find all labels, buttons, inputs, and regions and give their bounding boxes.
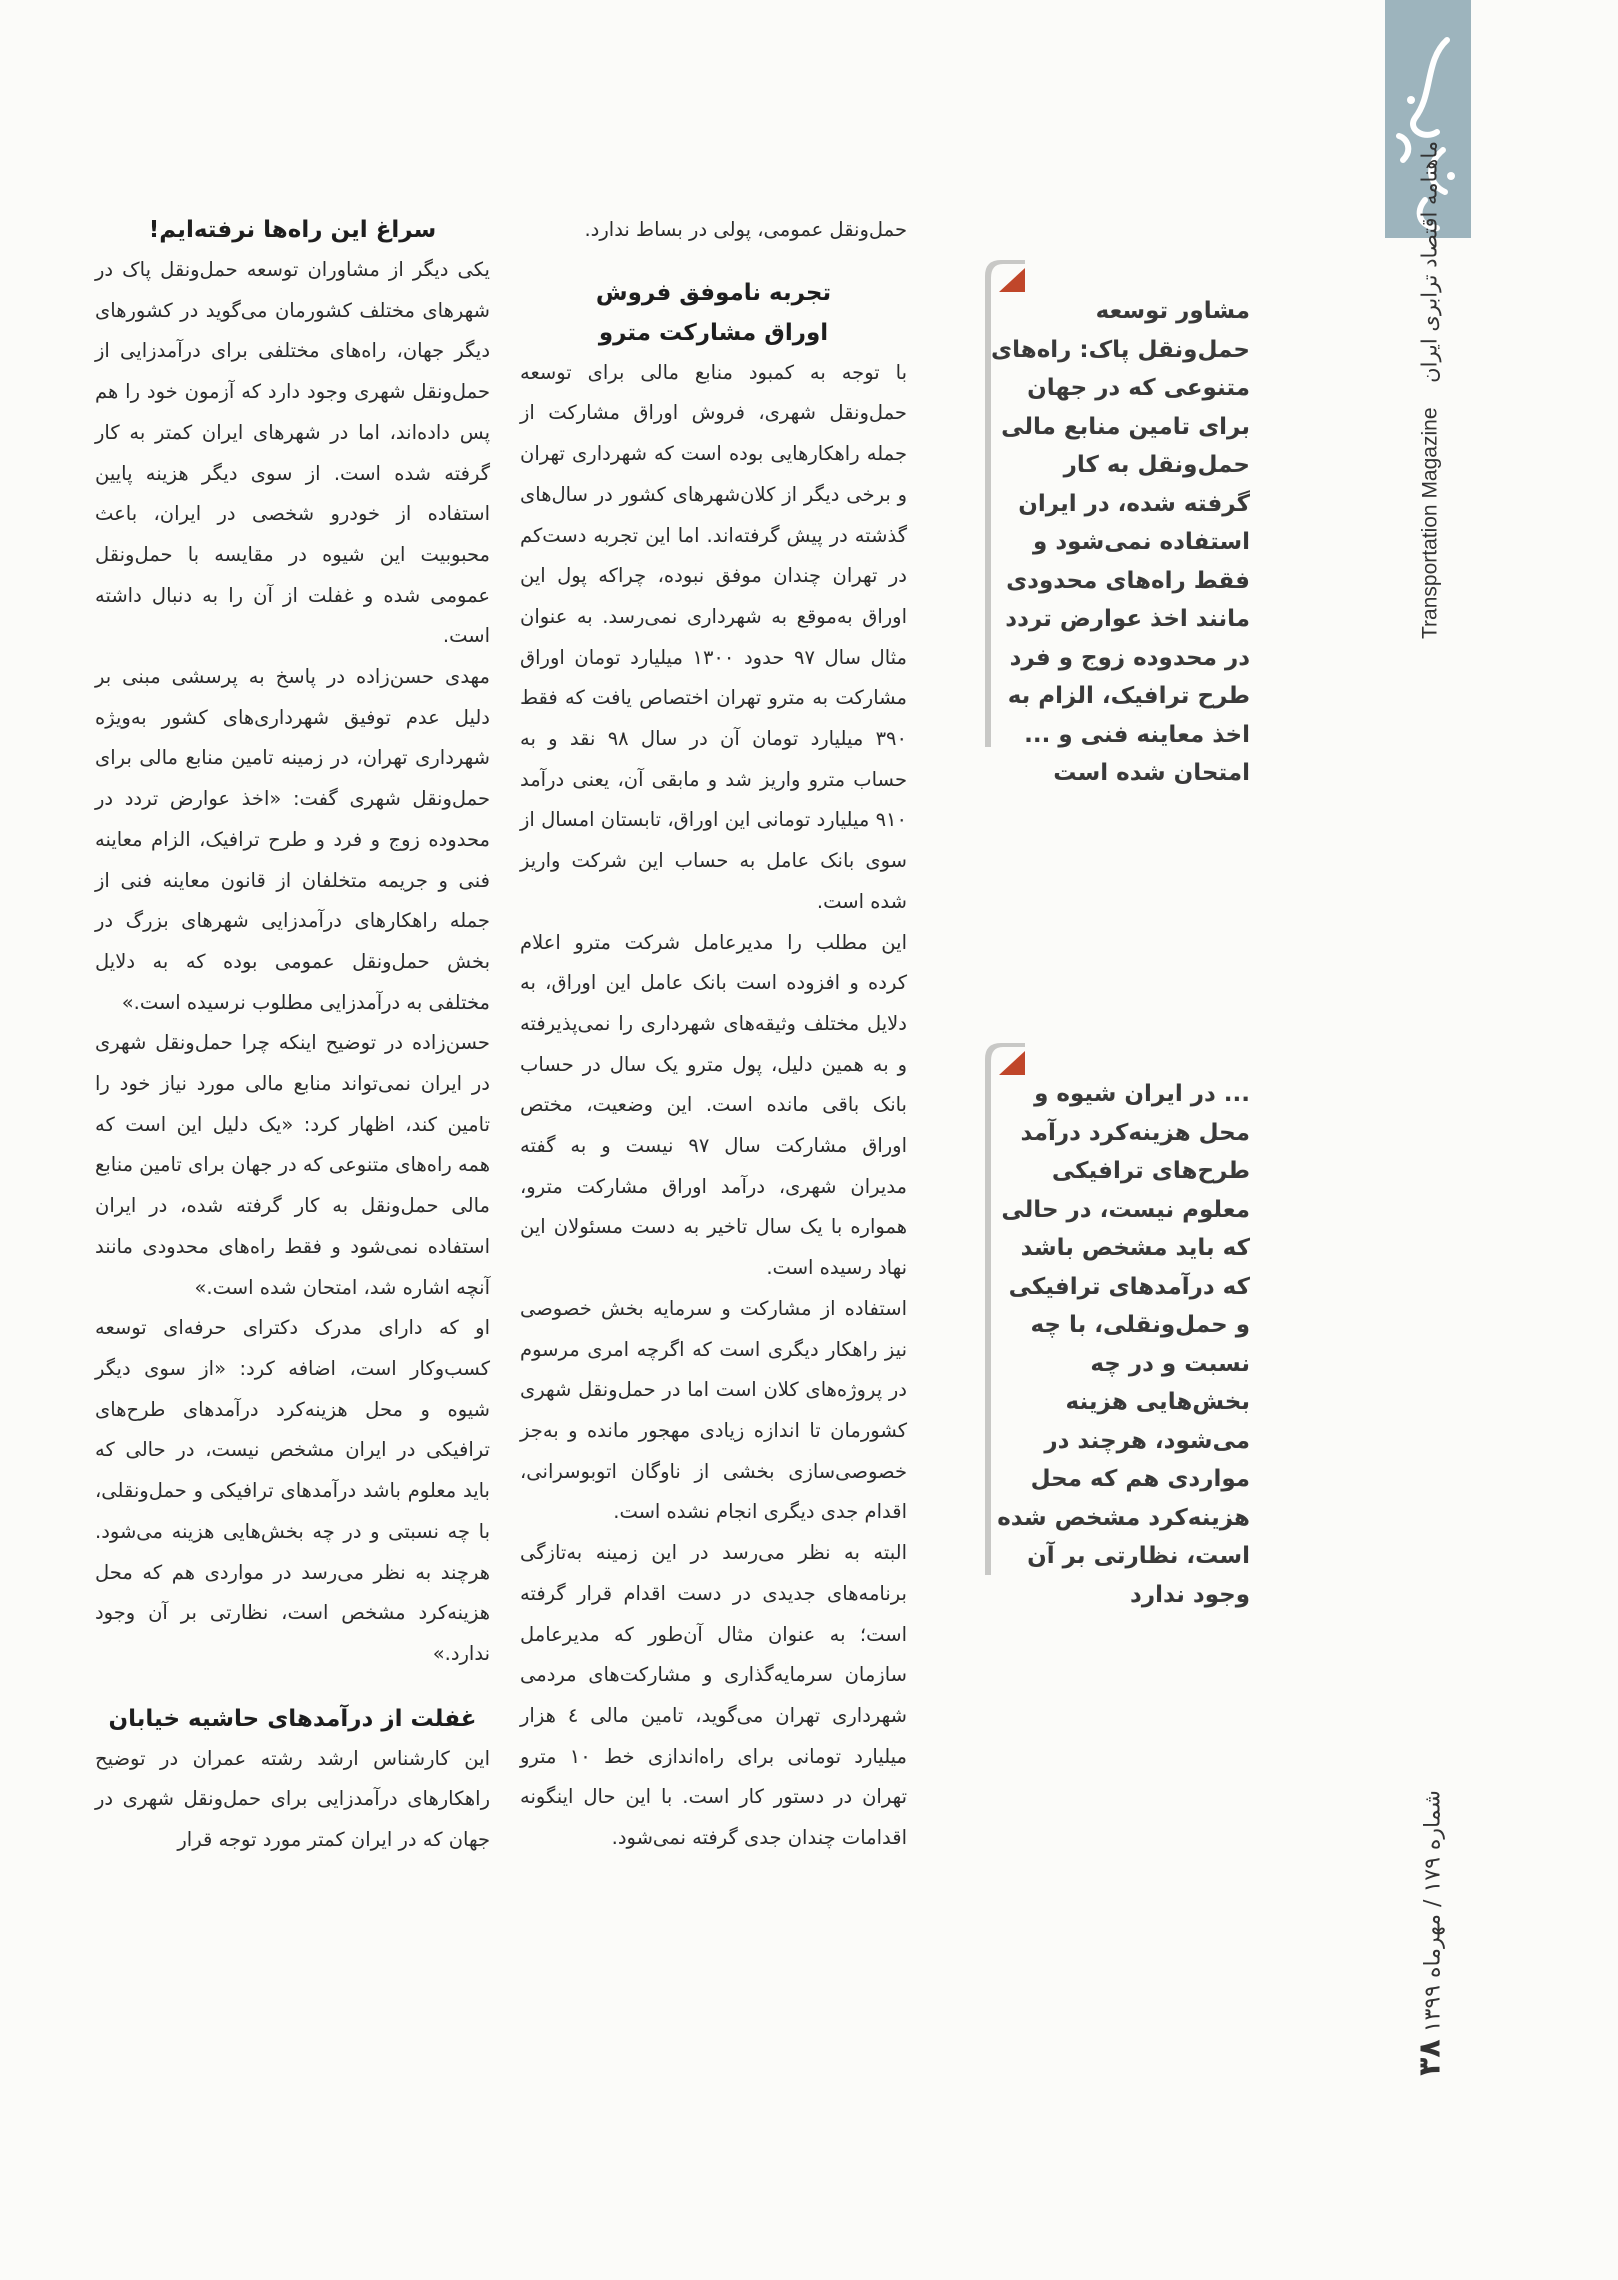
paragraph: یکی دیگر از مشاوران توسعه حمل‌ونقل پاک در شهرهای مختلف کشورمان می‌گوید در کشورهای دیگر جهان، راه‌های مختلفی برای درآمدزایی از حمل‌ونقل شهری وجود دارد که آزمون خود را هم پس داده‌اند، اما در شهرهای ایران کمتر به کار گرفته شده است. از سوی دیگر هزینه پایین استفاده از خودرو شخصی در ایران، باعث محبوبیت این شیوه در مقایسه با حمل‌ونقل عمومی شده و غفلت از آن را به دنبال داشته است.: [95, 258, 490, 648]
paragraph: این مطلب را مدیرعامل شرکت مترو اعلام کرده و افزوده است بانک عامل این اوراق، به دلایل مختلف وثیقه‌های شهرداری را نمی‌پذیرفته و به همین دلیل، پول مترو یک سال در حساب بانک باقی مانده است. این وضعیت، مختص اوراق مشارکت سال ۹۷ نیست و به گفته مدیران شهری، درآمد اوراق مشارکت مترو، همواره با یک سال تاخیر به دست مسئولان این نهاد رسیده است.: [520, 930, 907, 1280]
article-column-middle: [520, 210, 907, 1859]
pull-quote-2-text: ... در ایران شیوه و محل هزینه‌کرد درآمد طرح‌های ترافیکی معلوم نیست، در حالی که باید مشخص باشد که درآمدهای ترافیکی و حمل‌ونقلی، با چه نسبت و در چه بخش‌هایی هزینه می‌شود، هرچند در مواردی هم که محل هزینه‌کرد مشخص شده است، نظارتی بر آن وجود ندارد: [997, 1081, 1250, 1608]
column-lead-line: حمل‌ونقل عمومی، پولی در بساط ندارد.: [584, 218, 907, 241]
paragraph: با توجه به کمبود منابع مالی برای توسعه حمل‌ونقل شهری، فروش اوراق مشارکت از جمله راهکارهایی بوده است که شهرداری تهران و برخی دیگر از کلان‌شهرهای کشور در سال‌های گذشته در پیش گرفته‌اند. اما این تجربه دست‌کم در تهران چندان موفق نبوده، چراکه پول این اوراق به‌موقع به شهرداری نمی‌رسد. به عنوان مثال سال ۹۷ حدود ۱۳۰۰ میلیارد تومان اوراق مشارکت به مترو تهران اختصاص یافت که فقط ۳۹۰ میلیارد تومان آن در سال ۹۸ نقد و به حساب مترو واریز شد و مابقی آن، یعنی درآمد ۹۱۰ میلیارد تومانی این اوراق، تابستان امسال از سوی بانک عامل به حساب این شرکت واریز شده است.: [520, 360, 907, 913]
paragraph: حسن‌زاده در توضیح اینکه چرا حمل‌ونقل شهری در ایران نمی‌تواند منابع مالی مورد نیاز خود را تامین کند، اظهار کرد: «یک دلیل این است که همه راه‌های متنوعی که در جهان برای تامین منابع مالی حمل‌ونقل به کار گرفته شده، در ایران استفاده نمی‌شود و فقط راه‌های محدودی مانند آنچه اشاره شد، امتحان شده است.»: [95, 1031, 490, 1299]
article-column-left: [95, 210, 490, 1861]
issue-text: شماره ۱۷۹ / مهرماه ۱۳۹۹: [1420, 1790, 1446, 2033]
pull-quote-1: [985, 292, 1256, 786]
magazine-title: [1400, 140, 1460, 640]
paragraph: البته به نظر می‌رسد در این زمینه به‌تازگی برنامه‌های جدیدی در دست اقدام قرار گرفته است؛ به عنوان مثال آن‌طور که مدیرعامل سازمان سرمایه‌گذاری و مشارکت‌های مردمی شهرداری تهران می‌گوید، تامین مالی ٤ هزار میلیارد تومانی برای راه‌اندازی خط ۱۰ مترو تهران در دستور کار است. با این حال اینگونه اقدامات چندان جدی گرفته نمی‌شود.: [520, 1541, 907, 1850]
paragraph: مهدی حسن‌زاده در پاسخ به پرسشی مبنی بر دلیل عدم توفیق شهرداری‌های کشور به‌ویژه شهرداری تهران، در زمینه تامین منابع مالی برای حمل‌ونقل شهری گفت: «اخذ عوارض تردد در محدوده زوج و فرد و طرح ترافیک، الزام معاینه فنی و جریمه متخلفان از قانون معاینه فنی از جمله راهکارهای درآمدزایی شهرهای بزرگ در بخش حمل‌ونقل عمومی بوده که به دلایل مختلفی به درآمدزایی مطلوب نرسیده است.»: [95, 665, 490, 1014]
quote-corner-icon: [985, 1041, 1025, 1075]
paragraph: استفاده از مشارکت و سرمایه بخش خصوصی نیز راهکار دیگری است که اگرچه امری مرسوم در پروژه‌های کلان است اما در حمل‌ونقل شهری کشورمان تا اندازه زیادی مهجور مانده و به‌جز خصوصی‌سازی بخشی از ناوگان اتوبوسرانی، اقدام جدی دیگری انجام نشده است.: [520, 1296, 907, 1524]
paragraph: این کارشناس ارشد رشته عمران در توضیح راهکارهای درآمدزایی برای حمل‌ونقل شهری در جهان که در ایران کمتر مورد توجه قرار: [95, 1746, 490, 1852]
magazine-title-en: Transportation Magazine: [1418, 407, 1442, 640]
page-number: ۳۸: [1412, 2039, 1448, 2076]
section-heading-metro-bonds: تجربه ناموفق فروش اوراق مشارکت مترو: [595, 279, 832, 346]
magazine-title-fa: ماهنامه اقتصاد ترابری ایران: [1417, 140, 1442, 383]
issue-info: [1400, 1790, 1460, 2090]
pull-quote-2: [985, 1075, 1256, 1608]
section-heading-untried-ways: سراغ این راه‌ها نرفته‌ایم!: [148, 217, 437, 243]
quote-corner-icon: [985, 258, 1025, 292]
section-heading-street-revenue: غفلت از درآمدهای حاشیه خیابان: [108, 1705, 477, 1732]
paragraph: او که دارای مدرک دکترای حرفه‌ای توسعه کسب‌وکار است، اضافه کرد: «از سوی دیگر شیوه و محل هزینه‌کرد درآمدهای طرح‌های ترافیکی در ایران مشخص نیست، در حالی که باید معلوم باشد درآمدهای ترافیکی و حمل‌ونقلی، با چه نسبتی و در چه بخش‌هایی هزینه می‌شود. هرچند به نظر می‌رسد در مواردی هم که محل هزینه‌کرد مشخص است، نظارتی بر آن وجود ندارد.»: [95, 1316, 490, 1665]
pull-quote-1-text: مشاور توسعه حمل‌ونقل پاک: راه‌های متنوعی که در جهان برای تامین منابع مالی حمل‌ونقل به کار گرفته شده، در ایران استفاده نمی‌شود و فقط راه‌های محدودی مانند اخذ عوارض تردد در محدوده زوج و فرد طرح ترافیک، الزام به اخذ معاینه فنی و ... امتحان شده است: [991, 298, 1250, 786]
